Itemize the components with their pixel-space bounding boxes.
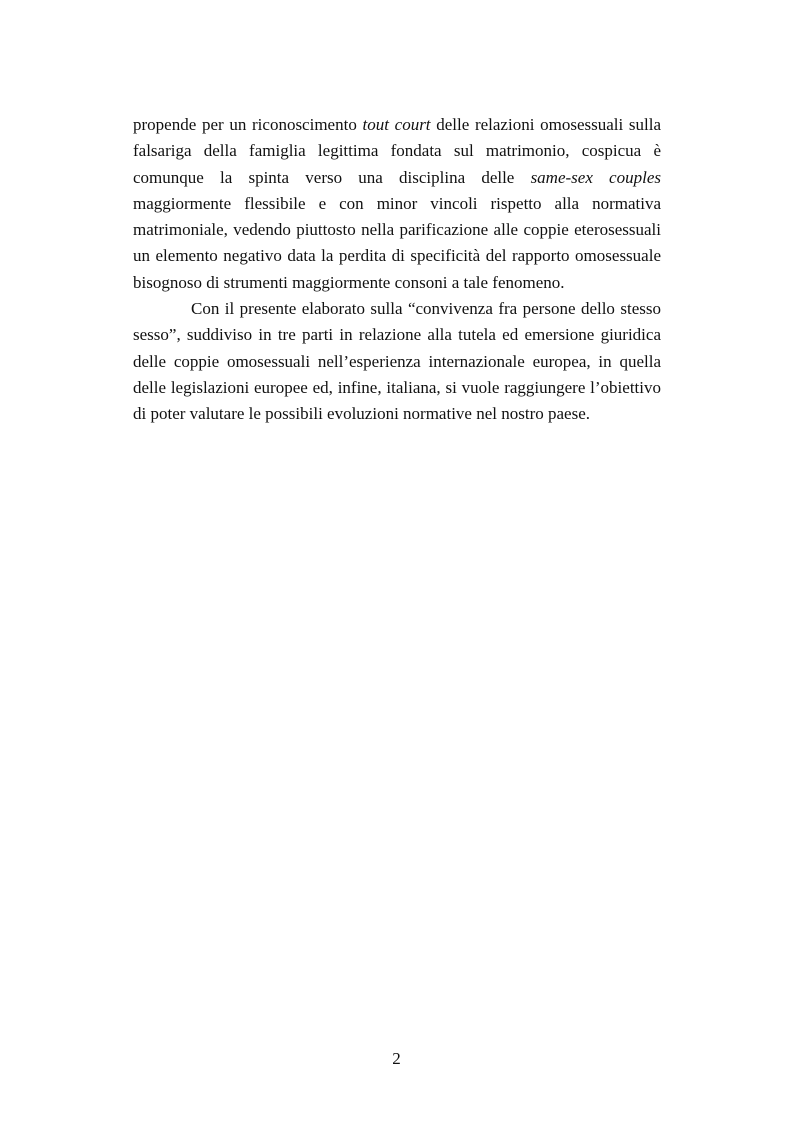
paragraph-continuation bbox=[133, 112, 661, 296]
text-segment: delle relazioni omosessuali sulla falsariga della famiglia legittima fondata sul matrimonio, cospicua è comunque la spinta verso una disciplina delle bbox=[133, 115, 662, 187]
body-text bbox=[133, 112, 661, 428]
text-segment: Con il presente elaborato sulla “convivenza fra persone dello stesso sesso”, suddiviso in tre parti in relazione alla tutela ed emersione giuridica delle coppie omosessuali nell’esperienza internazionale europea, in quella delle legislazioni europee ed, infine, italiana, si vuole raggiungere l’obiettivo di poter valutare le possibili evoluzioni normative nel nostro paese. bbox=[133, 299, 661, 424]
italic-term-same-sex-couples: same-sex couples bbox=[530, 167, 661, 187]
page-number: 2 bbox=[392, 1049, 401, 1068]
paragraph-indented bbox=[133, 296, 661, 427]
text-segment: propende per un riconoscimento bbox=[133, 115, 363, 134]
text-segment: maggiormente flessibile e con minor vincoli rispetto alla normativa matrimoniale, vedendo piuttosto nella parificazione alle coppie eterosessuali un elemento negativo data la perdita di specificità del rapporto omosessuale bisognoso di strumenti maggiormente consoni a tale fenomeno. bbox=[133, 193, 661, 292]
italic-term-tout-court: tout court bbox=[362, 115, 431, 134]
